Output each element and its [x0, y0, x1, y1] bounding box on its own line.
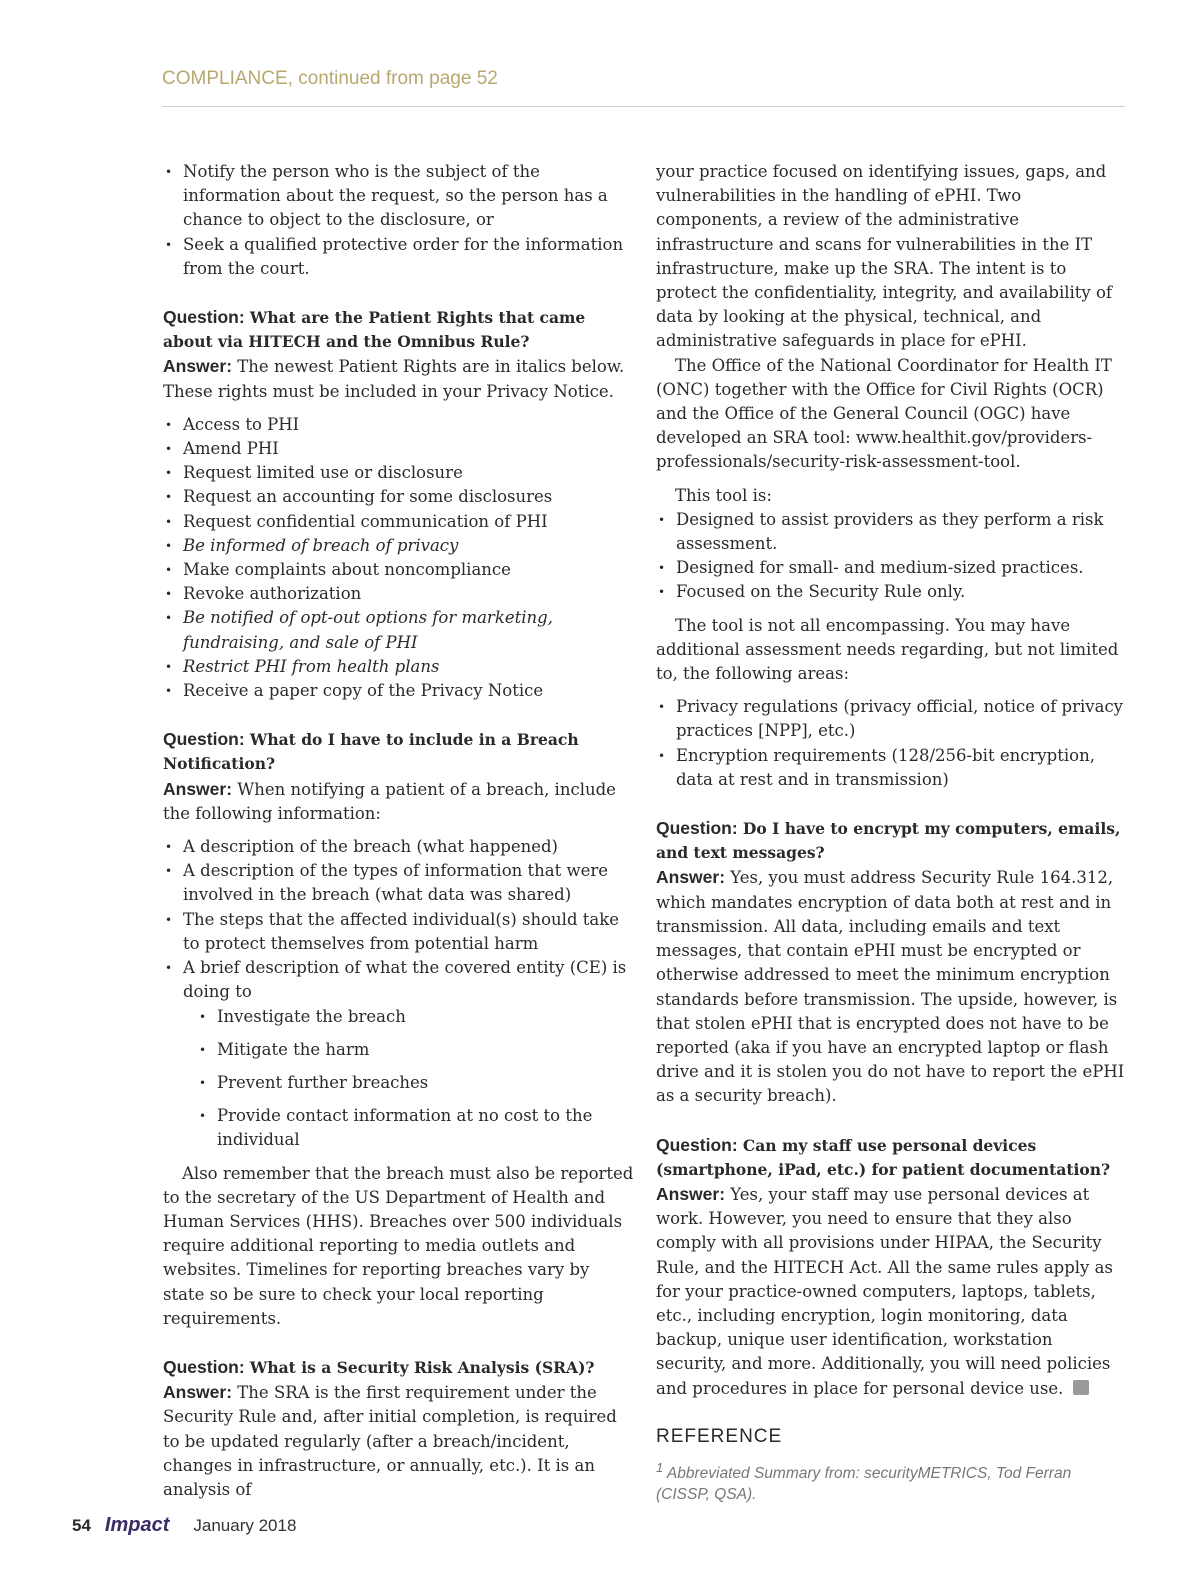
list-item: • Encryption requirements (128/256-bit encryption, data at rest and in transmission) — [656, 744, 1126, 792]
page-footer — [72, 1514, 296, 1537]
answer-patient-rights — [163, 354, 635, 403]
list-item: • Request confidential communication of PHI — [163, 510, 635, 534]
reference-citation: Abbreviated Summary from: securityMETRICS, Tod Ferran (CISSP, QSA). — [656, 1465, 1072, 1504]
onc-paragraph: The Office of the National Coordinator for Health IT (ONC) together with the Office for Civil Rights (OCR) and the Office of the General Council (OGC) have developed an SRA tool: www.healthit.gov/providers-professionals/security-risk-assessment-tool. — [656, 355, 1112, 472]
list-item: • Seek a qualified protective order for the information from the court. — [163, 233, 635, 281]
header-rule — [162, 106, 1125, 107]
question-personal-devices — [656, 1133, 1126, 1182]
list-item: • A brief description of what the covered entity (CE) is doing to — [163, 956, 635, 1004]
list-item: • The steps that the affected individual(s) should take to protect themselves from potential harm — [163, 908, 635, 956]
reference-text — [656, 1457, 1126, 1505]
list-item: • Make complaints about noncompliance — [163, 558, 635, 582]
answer-text: Yes, your staff may use personal devices at work. However, you need to ensure that they also comply with all provisions under HIPAA, the Security Rule, and the HITECH Act. All the same rules apply as for your practice-owned computers, laptops, tablets, etc., including encryption, login monitoring, data backup, unique user identification, workstation security, and more. Additionally, you will need policies and procedures in place for personal device use. — [656, 1184, 1113, 1398]
issue-date: January 2018 — [193, 1516, 297, 1535]
question-sra — [163, 1355, 635, 1380]
list-item: • A description of the breach (what happened) — [163, 835, 635, 859]
list-item: • Revoke authorization — [163, 582, 635, 606]
question-encryption — [656, 816, 1126, 865]
patient-rights-list — [163, 413, 635, 703]
answer-text: The SRA is the first requirement under the Security Rule and, after initial completion, is required to be updated regularly (after a breach/incident, changes in infrastructure, or annually, etc.). It is an analysis of — [163, 1383, 617, 1499]
areas-list — [656, 695, 1126, 792]
list-item: • Request limited use or disclosure — [163, 461, 635, 485]
tool-list — [656, 508, 1126, 605]
answer-encryption — [656, 865, 1126, 1108]
list-item: • A description of the types of information that were involved in the breach (what data was shared) — [163, 859, 635, 907]
question-label: Question: — [656, 1134, 738, 1155]
continued-header: COMPLIANCE, continued from page 52 — [162, 68, 498, 89]
answer-sra — [163, 1380, 635, 1502]
reference-title: REFERENCE — [656, 1425, 783, 1447]
list-item: • Provide contact information at no cost to the individual — [163, 1104, 635, 1152]
list-item: • Designed to assist providers as they perform a risk assessment. — [656, 508, 1126, 556]
breach-reporting-paragraph: Also remember that the breach must also be reported to the secretary of the US Department of Health and Human Services (HHS). Breaches over 500 individuals require additional reporting to media outlets and websites. Timelines for reporting breaches vary by state so be sure to check your local reporting requirements. — [163, 1163, 634, 1328]
list-item: • Notify the person who is the subject of the information about the request, so the person has a chance to object to the disclosure, or — [163, 160, 635, 233]
list-item: • Mitigate the harm — [163, 1038, 635, 1062]
question-text: What is a Security Risk Analysis (SRA)? — [249, 1357, 595, 1377]
list-item: • Investigate the breach — [163, 1005, 635, 1029]
list-item: • Amend PHI — [163, 437, 635, 461]
left-column — [163, 160, 635, 1502]
list-item: • Receive a paper copy of the Privacy Notice — [163, 679, 635, 703]
tool-intro: This tool is: — [675, 485, 772, 505]
list-item: • Request an accounting for some disclosures — [163, 485, 635, 509]
list-item: • Be notified of opt-out options for marketing, fundraising, and sale of PHI — [163, 606, 635, 654]
answer-breach-notification — [163, 777, 635, 826]
question-breach-notification — [163, 727, 635, 776]
intro-bullets — [163, 160, 635, 281]
list-item: • Be informed of breach of privacy — [163, 534, 635, 558]
answer-text: When notifying a patient of a breach, include the following information: — [163, 779, 616, 823]
not-all-encompassing-paragraph: The tool is not all encompassing. You may have additional assessment needs regarding, but not limited to, the following areas: — [656, 615, 1119, 684]
sra-continued-paragraph: your practice focused on identifying issues, gaps, and vulnerabilities in the handling of ePHI. Two components, a review of the administrative infrastructure and scans for vulnerabilities in the IT infrastructure, make up the SRA. The intent is to protect the confidentiality, integrity, and availability of data by looking at the physical, technical, and administrative safeguards in place for ePHI. — [656, 162, 1113, 351]
list-item: • Designed for small- and medium-sized practices. — [656, 556, 1126, 580]
list-item: • Focused on the Security Rule only. — [656, 580, 1126, 604]
list-item: • Prevent further breaches — [163, 1071, 635, 1095]
list-item: • Access to PHI — [163, 413, 635, 437]
question-label: Question: — [163, 729, 245, 750]
list-item: • Restrict PHI from health plans — [163, 655, 635, 679]
question-text: Do I have to encrypt my computers, emails, and text messages? — [656, 819, 1121, 863]
question-text: What do I have to include in a Breach Notification? — [163, 730, 579, 774]
article-end-icon — [1073, 1380, 1089, 1395]
page-number: 54 — [72, 1516, 91, 1535]
answer-label: Answer: — [163, 778, 233, 799]
question-text: What are the Patient Rights that came about via HITECH and the Omnibus Rule? — [163, 308, 586, 352]
breach-subitems-list — [163, 1005, 635, 1153]
answer-label: Answer: — [656, 867, 726, 888]
answer-personal-devices — [656, 1182, 1126, 1401]
question-label: Question: — [163, 1356, 245, 1377]
breach-items-list — [163, 835, 635, 1004]
question-patient-rights — [163, 305, 635, 354]
answer-text: Yes, you must address Security Rule 164.312, which mandates encryption of data both at rest and in transmission. All data, including emails and text messages, that contain ePHI must be encrypted or otherwise addressed to meet the minimum encryption standards before transmission. The upside, however, is that stolen ePHI that is encrypted does not have to be reported (aka if you have an encrypted laptop or flash drive and it is stolen you do not have to report the ePHI as a security breach). — [656, 868, 1125, 1106]
answer-label: Answer: — [656, 1183, 726, 1204]
question-label: Question: — [656, 818, 738, 839]
answer-label: Answer: — [163, 1382, 233, 1403]
question-label: Question: — [163, 307, 245, 328]
reference-superscript: 1 — [656, 1459, 664, 1475]
list-item: • Privacy regulations (privacy official, notice of privacy practices [NPP], etc.) — [656, 695, 1126, 743]
answer-label: Answer: — [163, 356, 233, 377]
right-column — [656, 160, 1126, 1505]
magazine-brand: Impact — [104, 1514, 170, 1536]
answer-text: The newest Patient Rights are in italics below. These rights must be included in your Privacy Notice. — [163, 357, 625, 401]
question-text: Can my staff use personal devices (smartphone, iPad, etc.) for patient documentation? — [656, 1135, 1111, 1179]
